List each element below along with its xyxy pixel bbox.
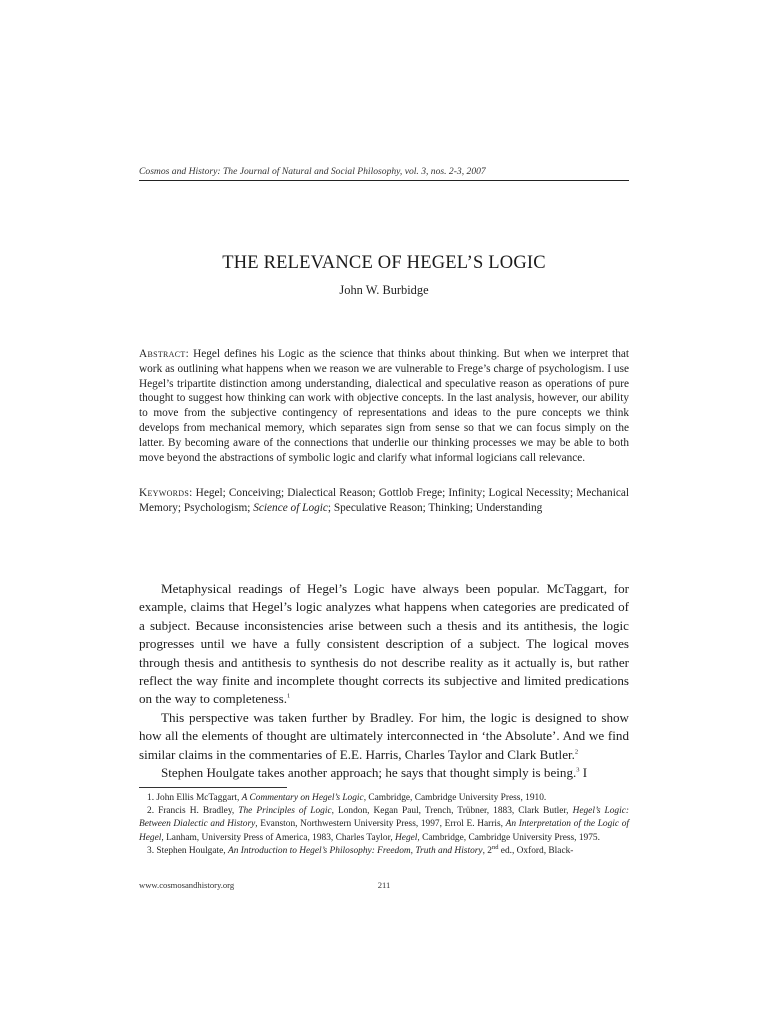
page-number: 211 [377,880,391,890]
abstract-text: Hegel defines his Logic as the science that thinks about thinking. But when we interpret that work as outlining what happens when we reason we are vulnerable to Frege’s charge of psychologism. I use Hegel’s tripartite distinction among understanding, dialectical and speculative reason as operations of pure thought to suggest how thinking can work with objective concepts. In the last analysis, however, our ability to move from the subjective contingency of representations and ideas to the pure concepts we think develops from mechanical memory, which separates sign from sense so that we can focus simply on the latter. By becoming aware of the connections that underlie our thinking processes we may be able to both move beyond the abstractions of symbolic logic and clarify what informal logicians call relevance. [139,348,629,464]
paragraph-3 [139,764,629,782]
footnote-2-italic-2: Hegel’s Logic: Between Dialectic and History [139,806,630,830]
article-title: THE RELEVANCE OF HEGEL’S LOGIC [222,253,546,273]
footnote-ref-2: 2 [574,748,579,756]
footnote-2-text-c: , Evanston, Northwestern University Press, 1997, Errol E. Harris, [255,819,506,830]
paragraph-1 [139,580,629,709]
footnote-3-superscript: nd [491,843,499,851]
footnote-3-text: Stephen Houlgate, [156,845,228,856]
keywords-text: Hegel; Conceiving; Dialectical Reason; Gottlob Frege; Infinity; Logical Necessity; Mechanical Memory; Psychologism; [139,487,629,514]
footnote-2-text-b: , London, Kegan Paul, Trench, Trübner, 1883, Clark Butler, [331,806,573,817]
keywords-label: Keywords: [139,487,193,499]
footnote-2-number: 2. [147,806,159,817]
keywords-italic: Science of Logic [253,501,328,514]
footnote-3-text-c: ed., Oxford, Black- [498,845,574,856]
paragraph-2 [139,709,629,764]
keywords [139,486,629,516]
footnote-3-italic: An Introduction to Hegel’s Philosophy: Freedom, Truth and History [227,845,483,856]
footnote-2 [139,805,629,845]
paragraph-2-text: This perspective was taken further by Bradley. For him, the logic is designed to show how all the elements of thought are ultimately interconnected in ‘the Absolute’. And we find similar claims in the commentaries of E.E. Harris, Charles Taylor and Clark Butler. [139,709,629,762]
footnote-1-text-end: , Cambridge, Cambridge University Press, 1910. [363,793,547,803]
footnote-1 [139,792,629,805]
paragraph-3-text: Stephen Houlgate takes another approach; he says that thought simply is being. [161,765,577,781]
footer-url-link[interactable]: www.cosmosandhistory.org [139,880,235,890]
footnote-2-text: Francis H. Bradley, [158,806,239,817]
running-head: Cosmos and History: The Journal of Natural and Social Philosophy, vol. 3, nos. 2-3, 2007 [139,166,486,177]
footnote-ref-1: 1 [287,693,291,701]
footnote-1-number: 1. [147,793,157,803]
footnote-2-italic-1: The Principles of Logic [238,806,332,817]
footnote-rule [139,787,287,788]
paragraph-3-text-end: I [579,765,588,781]
header-rule [139,180,629,181]
footnote-1-italic: A Commentary on Hegel’s Logic [241,793,364,803]
abstract [139,347,629,465]
footnote-ref-3: 3 [576,766,580,774]
footnote-2-italic-3: An Interpretation of the Logic of Hegel [139,819,629,843]
footnote-1-text: John Ellis McTaggart, [156,793,242,803]
footnote-3-text-b: , 2 [482,845,492,856]
body-text [139,580,629,782]
footnote-2-text-e: , Cambridge, Cambridge University Press, 1975. [417,832,600,843]
footnote-3-number: 3. [147,845,157,856]
footnote-2-italic-4: Hegel [395,832,418,843]
footnote-3 [139,845,629,858]
footnotes [139,792,629,858]
paragraph-1-text: Metaphysical readings of Hegel’s Logic have always been popular. McTaggart, for example, claims that Hegel’s logic analyzes what happens when categories are predicated of a subject. Because inconsistencies arise between such a thesis and its antithesis, the logic progresses until we have a fully consistent description of a subject. The logical moves through thesis and antithesis to synthesis do not describe reality as it actually is, but rather reflect the way finite and incomplete thought corrects its subjective and limited predications on the way to completeness. [139,581,629,707]
footnote-2-text-d: , Lanham, University Press of America, 1983, Charles Taylor, [161,832,396,843]
abstract-label: Abstract: [139,348,190,360]
keywords-text-end: ; Speculative Reason; Thinking; Understanding [327,501,543,514]
article-author: John W. Burbidge [339,283,429,297]
